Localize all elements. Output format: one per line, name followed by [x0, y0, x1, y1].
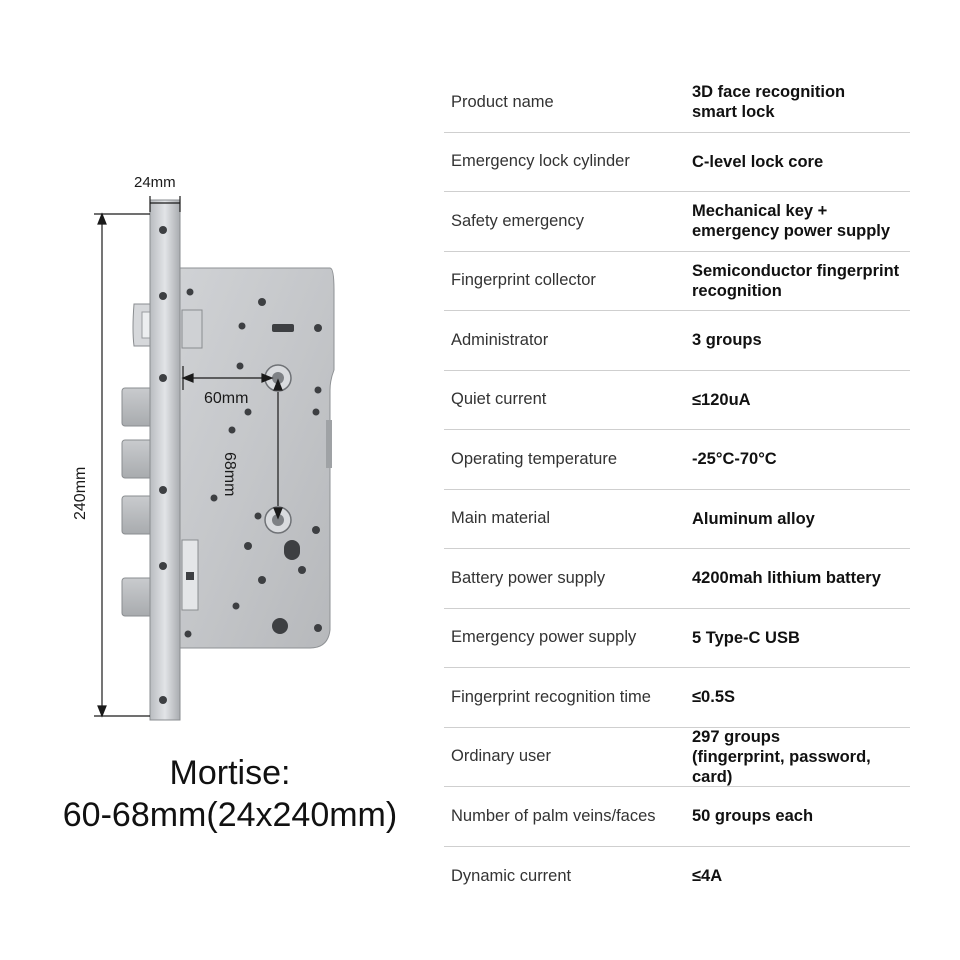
spec-row: [444, 490, 910, 550]
spec-value: C-level lock core: [692, 152, 824, 171]
spec-label: Administrator: [451, 330, 549, 349]
backset-dimension-label: 60mm: [204, 390, 249, 407]
spec-value: -25°C-70°C: [692, 450, 777, 469]
center-distance-dimension-label: 68mm: [221, 452, 238, 497]
height-dimension-label: 240mm: [72, 466, 89, 520]
spec-label: Ordinary user: [451, 747, 551, 766]
mortise-caption-size: 60-68mm(24x240mm): [62, 796, 398, 834]
spec-value: 297 groups (fingerprint, password, card): [692, 727, 871, 786]
spec-value: 5 Type-C USB: [692, 628, 800, 647]
spec-row: [444, 728, 910, 788]
spec-value: 3 groups: [692, 331, 762, 350]
spec-label: Product name: [451, 92, 554, 111]
mortise-caption-title: Mortise:: [169, 754, 291, 792]
spec-row: [444, 847, 910, 907]
spec-row: [444, 549, 910, 609]
spec-row: [444, 192, 910, 252]
spec-label: Dynamic current: [451, 866, 572, 885]
spec-value: ≤120uA: [692, 390, 751, 409]
spec-label: Fingerprint recognition time: [451, 687, 651, 706]
spec-row: [444, 609, 910, 669]
spec-label: Emergency lock cylinder: [451, 152, 630, 171]
spec-value: Aluminum alloy: [692, 509, 815, 528]
spec-label: Safety emergency: [451, 211, 584, 230]
spec-row: [444, 371, 910, 431]
spec-label: Quiet current: [451, 390, 547, 409]
mortise-lock-illustration: [0, 0, 420, 740]
spec-label: Battery power supply: [451, 568, 606, 587]
spec-value: 50 groups each: [692, 807, 814, 826]
spec-label: Operating temperature: [451, 449, 618, 468]
spec-row: [444, 787, 910, 847]
spec-row: [444, 668, 910, 728]
spec-row: [444, 311, 910, 371]
spec-value: 3D face recognition smart lock: [692, 83, 846, 122]
spec-value: ≤0.5S: [692, 688, 735, 707]
spec-value: Semiconductor fingerprint recognition: [692, 261, 900, 300]
spec-value: 4200mah lithium battery: [692, 569, 881, 588]
width-dimension-label: 24mm: [134, 174, 176, 191]
spec-label: Number of palm veins/faces: [451, 806, 656, 825]
spec-table: [444, 73, 910, 906]
spec-value: ≤4A: [692, 867, 723, 886]
spec-label: Emergency power supply: [451, 628, 637, 647]
spec-row: [444, 73, 910, 133]
spec-value: Mechanical key + emergency power supply: [692, 202, 891, 241]
spec-label: Main material: [451, 509, 551, 528]
spec-row: [444, 252, 910, 312]
spec-label: Fingerprint collector: [451, 271, 596, 290]
spec-row: [444, 133, 910, 193]
spec-row: [444, 430, 910, 490]
